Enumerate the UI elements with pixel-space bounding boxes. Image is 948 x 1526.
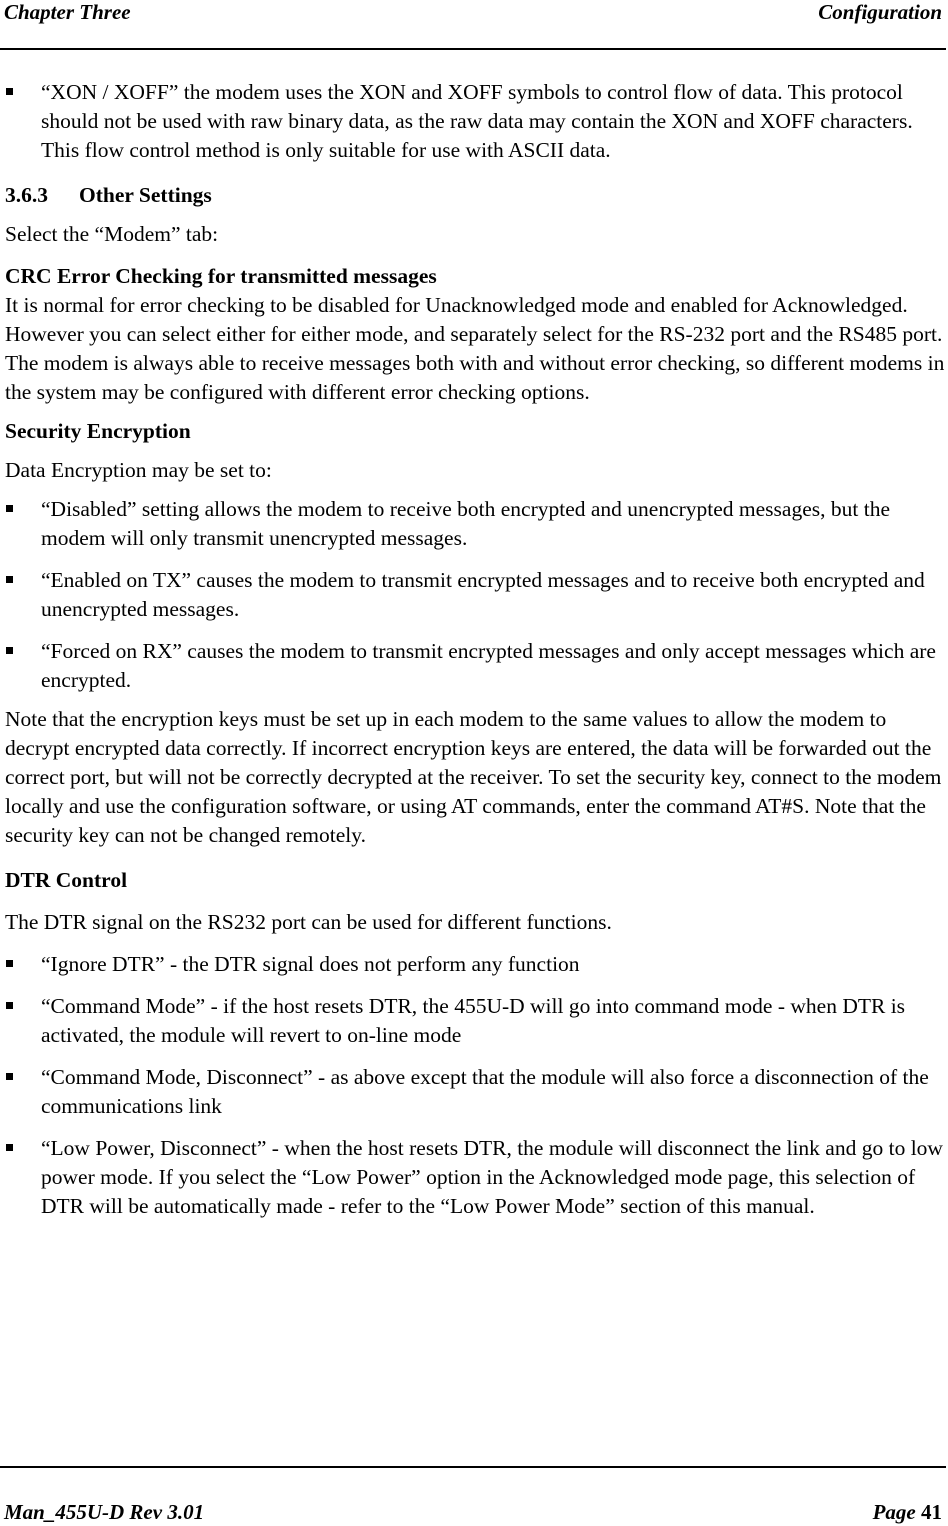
select-tab-text: Select the “Modem” tab: [5,222,219,246]
security-intro: Data Encryption may be set to: [5,458,272,482]
flow-control-bullet: “XON / XOFF” the modem uses the XON and XOFF symbols to control flow of data. This protocol should not be used with raw binary data, as the raw data may contain the XON and XOFF characters. This flow control method is only suitable for use with ASCII data. [5,78,948,165]
page-number: 41 [921,1500,942,1524]
encryption-option-enabled-tx: “Enabled on TX” causes the modem to transmit encrypted messages and to receive both encrypted and unencrypted messages. [5,566,948,624]
page-header [4,0,942,24]
section-number: 3.6.3 [5,183,48,207]
dtr-option-command-mode: “Command Mode” - if the host resets DTR, the 455U-D will go into command mode - when DTR is activated, the module will revert to on-line mode [5,992,948,1050]
dtr-heading: DTR Control [5,868,128,892]
encryption-option-disabled: “Disabled” setting allows the modem to receive both encrypted and unencrypted messages, but the modem will only transmit unencrypted messages. [5,495,948,553]
footer-rule [0,1466,946,1468]
manual-revision: Man_455U-D Rev 3.01 [4,1500,205,1524]
dtr-option-low-power: “Low Power, Disconnect” - when the host resets DTR, the module will disconnect the link and go to low power mode. If you select the “Low Power” option in the Acknowledged mode page, this selection of DTR will be automatically made - refer to the “Low Power Mode” section of this manual. [5,1134,948,1221]
header-rule [0,48,946,50]
security-note: Note that the encryption keys must be set up in each modem to the same values to allow the modem to decrypt encrypted data correctly. If incorrect encryption keys are entered, the data will be forwarded out the correct port, but will not be correctly decrypted at the receiver. To set the security key, connect to the modem locally and use the configuration software, or using AT commands, enter the command AT#S. Note that the security key can not be changed remotely. [5,707,942,847]
section-heading [5,181,948,210]
encryption-option-forced-rx: “Forced on RX” causes the modem to transmit encrypted messages and only accept messages which are encrypted. [5,637,948,695]
dtr-intro: The DTR signal on the RS232 port can be used for different functions. [5,910,612,934]
page-footer [4,1500,942,1524]
page-content [5,78,948,1221]
section-title: Other Settings [79,183,212,207]
crc-body: It is normal for error checking to be disabled for Unacknowledged mode and enabled for Acknowledged. However you can select either for either mode, and separately select for the RS-232 port and the RS485 port. The modem is always able to receive messages both with and without error checking, so different modems in the system may be configured with different error checking options. [5,293,945,404]
security-heading: Security Encryption [5,419,191,443]
dtr-option-ignore: “Ignore DTR” - the DTR signal does not perform any function [5,950,948,979]
section-label: Configuration [818,0,942,24]
dtr-option-command-disconnect: “Command Mode, Disconnect” - as above except that the module will also force a disconnection of the communications link [5,1063,948,1121]
page-label: Page [872,1500,916,1524]
chapter-label: Chapter Three [4,0,131,24]
crc-heading: CRC Error Checking for transmitted messages [5,264,437,288]
page-number-block [873,1500,942,1524]
